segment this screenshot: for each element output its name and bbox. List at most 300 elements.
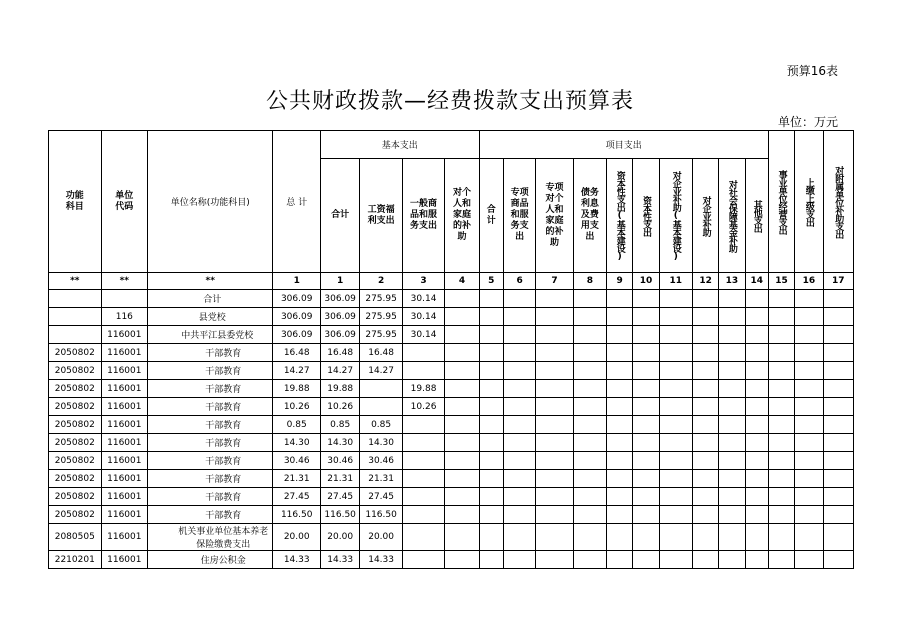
empty-cell [659, 326, 692, 344]
total-cell: 116.50 [273, 506, 321, 524]
header-project-5 [633, 159, 659, 273]
empty-cell [768, 551, 794, 569]
basic-total-cell: 306.09 [320, 290, 359, 308]
empty-cell [768, 434, 794, 452]
empty-cell [692, 344, 718, 362]
empty-cell [445, 506, 479, 524]
empty-cell [692, 308, 718, 326]
empty-cell [607, 362, 633, 380]
empty-cell [633, 398, 659, 416]
basic-total-cell: 19.88 [320, 380, 359, 398]
empty-cell [479, 551, 503, 569]
empty-cell [719, 434, 745, 452]
empty-cell [479, 470, 503, 488]
empty-cell [445, 524, 479, 551]
unit-name-cell: 干部教育 [148, 488, 273, 506]
header-project-9 [745, 159, 768, 273]
empty-cell [745, 524, 768, 551]
empty-cell [659, 506, 692, 524]
empty-cell [719, 362, 745, 380]
total-cell: 27.45 [273, 488, 321, 506]
wage-cell: 275.95 [360, 290, 402, 308]
empty-cell [503, 308, 535, 326]
total-cell: 14.33 [273, 551, 321, 569]
empty-cell [768, 398, 794, 416]
header-project-9-label: 其他支出 [751, 199, 762, 232]
empty-cell [503, 524, 535, 551]
table-row [49, 362, 854, 380]
goods-cell [402, 452, 444, 470]
header-project-2-label: 专项对个人和家庭的补助 [545, 182, 564, 248]
index-cell: 16 [795, 273, 823, 290]
empty-cell [573, 308, 606, 326]
header-tail-1-label: 上缴上级支出 [803, 177, 814, 226]
goods-cell: 30.14 [402, 290, 444, 308]
empty-cell [479, 416, 503, 434]
goods-cell [402, 524, 444, 551]
goods-cell: 19.88 [402, 380, 444, 398]
empty-cell [445, 362, 479, 380]
empty-cell [607, 416, 633, 434]
empty-cell [503, 326, 535, 344]
total-cell: 306.09 [273, 308, 321, 326]
empty-cell [479, 290, 503, 308]
empty-cell [692, 290, 718, 308]
empty-cell [795, 362, 823, 380]
empty-cell [745, 452, 768, 470]
empty-cell [823, 551, 854, 569]
empty-cell [768, 506, 794, 524]
empty-cell [607, 326, 633, 344]
unit-name-cell: 中共平江县委党校 [148, 326, 273, 344]
index-cell: 5 [479, 273, 503, 290]
empty-cell [445, 326, 479, 344]
empty-cell [479, 326, 503, 344]
table-row [49, 416, 854, 434]
table-row [49, 434, 854, 452]
basic-total-cell: 21.31 [320, 470, 359, 488]
empty-cell [719, 470, 745, 488]
basic-total-cell: 10.26 [320, 398, 359, 416]
header-project-7 [692, 159, 718, 273]
unit-name-cell: 合计 [148, 290, 273, 308]
unit-code-cell: 116001 [101, 452, 148, 470]
empty-cell [795, 488, 823, 506]
table-row [49, 488, 854, 506]
empty-cell [823, 488, 854, 506]
empty-cell [745, 290, 768, 308]
empty-cell [536, 326, 573, 344]
empty-cell [445, 308, 479, 326]
header-total: 总 计 [273, 131, 321, 273]
unit-code-cell: 116001 [101, 362, 148, 380]
empty-cell [768, 452, 794, 470]
empty-cell [633, 290, 659, 308]
empty-cell [795, 308, 823, 326]
empty-cell [479, 452, 503, 470]
header-basic: 基本支出 [320, 131, 479, 159]
header-tail-2-label: 对附属单位补助支出 [833, 165, 844, 238]
empty-cell [692, 488, 718, 506]
empty-cell [633, 488, 659, 506]
wage-cell: 275.95 [360, 308, 402, 326]
empty-cell [445, 488, 479, 506]
empty-cell [633, 362, 659, 380]
empty-cell [795, 290, 823, 308]
total-cell: 19.88 [273, 380, 321, 398]
empty-cell [445, 416, 479, 434]
empty-cell [445, 344, 479, 362]
empty-cell [719, 398, 745, 416]
empty-cell [503, 416, 535, 434]
empty-cell [823, 308, 854, 326]
header-project-8-label: 对社会保障基金补助 [726, 179, 737, 252]
goods-cell: 10.26 [402, 398, 444, 416]
unit-code-cell [101, 290, 148, 308]
unit-name-cell: 干部教育 [148, 506, 273, 524]
header-project-1 [503, 159, 535, 273]
header-tail-0-label: 事业单位经营支出 [776, 169, 787, 234]
empty-cell [573, 290, 606, 308]
empty-cell [768, 470, 794, 488]
index-cell: 1 [273, 273, 321, 290]
empty-cell [768, 380, 794, 398]
wage-cell: 14.33 [360, 551, 402, 569]
header-project-0 [479, 159, 503, 273]
empty-cell [823, 290, 854, 308]
header-tail-0 [768, 131, 794, 273]
empty-cell [573, 551, 606, 569]
empty-cell [719, 416, 745, 434]
empty-cell [536, 452, 573, 470]
func-subject-cell: 2080505 [49, 524, 102, 551]
basic-total-cell: 14.27 [320, 362, 359, 380]
empty-cell [573, 326, 606, 344]
basic-total-cell: 306.09 [320, 326, 359, 344]
empty-cell [573, 344, 606, 362]
index-cell: 14 [745, 273, 768, 290]
empty-cell [607, 452, 633, 470]
empty-cell [745, 362, 768, 380]
unit-name-cell: 干部教育 [148, 434, 273, 452]
unit-code-cell: 116001 [101, 398, 148, 416]
empty-cell [633, 506, 659, 524]
goods-cell [402, 506, 444, 524]
header-project-2 [536, 159, 573, 273]
empty-cell [573, 506, 606, 524]
basic-total-cell: 14.30 [320, 434, 359, 452]
wage-cell: 275.95 [360, 326, 402, 344]
total-cell: 20.00 [273, 524, 321, 551]
total-cell: 306.09 [273, 326, 321, 344]
empty-cell [573, 524, 606, 551]
empty-cell [607, 470, 633, 488]
empty-cell [795, 551, 823, 569]
empty-cell [503, 452, 535, 470]
goods-cell [402, 344, 444, 362]
index-cell: 17 [823, 273, 854, 290]
header-unit-code [101, 131, 148, 273]
empty-cell [607, 551, 633, 569]
index-cell: 6 [503, 273, 535, 290]
index-cell: 11 [659, 273, 692, 290]
empty-cell [659, 416, 692, 434]
table-row [49, 326, 854, 344]
func-subject-cell: 2050802 [49, 488, 102, 506]
unit-code-cell: 116001 [101, 380, 148, 398]
index-cell: 3 [402, 273, 444, 290]
empty-cell [692, 326, 718, 344]
empty-cell [795, 434, 823, 452]
header-project-4 [607, 159, 633, 273]
index-cell: 12 [692, 273, 718, 290]
wage-cell: 14.27 [360, 362, 402, 380]
empty-cell [633, 416, 659, 434]
index-cell: 7 [536, 273, 573, 290]
empty-cell [823, 416, 854, 434]
empty-cell [503, 362, 535, 380]
empty-cell [503, 380, 535, 398]
func-subject-cell [49, 290, 102, 308]
unit-code-cell: 116 [101, 308, 148, 326]
empty-cell [573, 398, 606, 416]
empty-cell [536, 290, 573, 308]
empty-cell [659, 434, 692, 452]
empty-cell [536, 344, 573, 362]
func-subject-cell: 2050802 [49, 344, 102, 362]
header-project-6 [659, 159, 692, 273]
empty-cell [795, 416, 823, 434]
empty-cell [607, 506, 633, 524]
unit-code-cell: 116001 [101, 488, 148, 506]
empty-cell [573, 380, 606, 398]
wage-cell: 0.85 [360, 416, 402, 434]
empty-cell [659, 380, 692, 398]
unit-name-cell: 干部教育 [148, 452, 273, 470]
empty-cell [823, 380, 854, 398]
empty-cell [503, 434, 535, 452]
empty-cell [573, 416, 606, 434]
form-number: 预算16表 [786, 64, 838, 78]
unit-code-cell: 116001 [101, 434, 148, 452]
empty-cell [479, 308, 503, 326]
empty-cell [479, 362, 503, 380]
empty-cell [445, 452, 479, 470]
empty-cell [768, 416, 794, 434]
wage-cell: 116.50 [360, 506, 402, 524]
empty-cell [479, 380, 503, 398]
empty-cell [719, 344, 745, 362]
empty-cell [692, 380, 718, 398]
empty-cell [745, 506, 768, 524]
goods-cell: 30.14 [402, 308, 444, 326]
index-cell: 2 [360, 273, 402, 290]
basic-total-cell: 306.09 [320, 308, 359, 326]
empty-cell [719, 308, 745, 326]
empty-cell [607, 380, 633, 398]
empty-cell [659, 290, 692, 308]
index-cell: 13 [719, 273, 745, 290]
total-cell: 10.26 [273, 398, 321, 416]
total-cell: 21.31 [273, 470, 321, 488]
empty-cell [659, 551, 692, 569]
empty-cell [536, 398, 573, 416]
empty-cell [633, 470, 659, 488]
empty-cell [692, 434, 718, 452]
header-project-1-label: 专项商品和服务支出 [510, 188, 529, 242]
unit-name-cell: 住房公积金 [148, 551, 273, 569]
empty-cell [659, 524, 692, 551]
empty-cell [745, 398, 768, 416]
empty-cell [719, 326, 745, 344]
empty-cell [479, 524, 503, 551]
empty-cell [795, 506, 823, 524]
unit-name-cell: 干部教育 [148, 416, 273, 434]
table-row [49, 344, 854, 362]
empty-cell [503, 488, 535, 506]
wage-cell [360, 380, 402, 398]
table-row [49, 470, 854, 488]
func-subject-cell: 2210201 [49, 551, 102, 569]
empty-cell [607, 290, 633, 308]
header-basic-1 [360, 159, 402, 273]
empty-cell [719, 452, 745, 470]
empty-cell [445, 290, 479, 308]
empty-cell [823, 506, 854, 524]
empty-cell [573, 452, 606, 470]
empty-cell [823, 344, 854, 362]
wage-cell: 30.46 [360, 452, 402, 470]
basic-total-cell: 14.33 [320, 551, 359, 569]
empty-cell [768, 290, 794, 308]
index-cell: 9 [607, 273, 633, 290]
index-cell: 4 [445, 273, 479, 290]
header-tail-2 [823, 131, 854, 273]
basic-total-cell: 20.00 [320, 524, 359, 551]
header-basic-0-label: 合计 [331, 210, 350, 220]
empty-cell [445, 551, 479, 569]
unit-name-cell: 县党校 [148, 308, 273, 326]
header-project-8 [719, 159, 745, 273]
empty-cell [823, 452, 854, 470]
unit-code-cell: 116001 [101, 551, 148, 569]
empty-cell [768, 362, 794, 380]
empty-cell [659, 470, 692, 488]
table-body [49, 273, 854, 569]
goods-cell [402, 416, 444, 434]
empty-cell [503, 290, 535, 308]
empty-cell [795, 524, 823, 551]
empty-cell [607, 524, 633, 551]
basic-total-cell: 30.46 [320, 452, 359, 470]
header-tail-1 [795, 131, 823, 273]
goods-cell [402, 488, 444, 506]
index-cell: 10 [633, 273, 659, 290]
empty-cell [503, 506, 535, 524]
unit-code-cell: 116001 [101, 470, 148, 488]
budget-table [48, 130, 854, 569]
table-row [49, 380, 854, 398]
header-project-7-label: 对企业补助 [700, 195, 711, 236]
header-func-subject [49, 131, 102, 273]
empty-cell [536, 416, 573, 434]
empty-cell [745, 551, 768, 569]
wage-cell: 16.48 [360, 344, 402, 362]
func-subject-cell: 2050802 [49, 434, 102, 452]
empty-cell [795, 398, 823, 416]
empty-cell [659, 308, 692, 326]
table-row [49, 524, 854, 551]
empty-cell [503, 344, 535, 362]
empty-cell [607, 434, 633, 452]
empty-cell [745, 488, 768, 506]
empty-cell [719, 488, 745, 506]
empty-cell [503, 470, 535, 488]
index-cell: 1 [320, 273, 359, 290]
header-func-subject-label: 功能科目 [65, 190, 84, 212]
empty-cell [692, 452, 718, 470]
empty-cell [479, 506, 503, 524]
empty-cell [633, 434, 659, 452]
wage-cell [360, 398, 402, 416]
func-subject-cell: 2050802 [49, 470, 102, 488]
goods-cell [402, 551, 444, 569]
empty-cell [692, 416, 718, 434]
empty-cell [479, 398, 503, 416]
empty-cell [607, 488, 633, 506]
table-row [49, 551, 854, 569]
total-cell: 306.09 [273, 290, 321, 308]
unit-name-cell: 干部教育 [148, 362, 273, 380]
empty-cell [573, 362, 606, 380]
header-basic-3-label: 对个人和家庭的补助 [452, 188, 471, 242]
header-project-0-label: 合计 [486, 204, 496, 226]
empty-cell [823, 398, 854, 416]
empty-cell [536, 362, 573, 380]
basic-total-cell: 116.50 [320, 506, 359, 524]
func-subject-cell: 2050802 [49, 362, 102, 380]
empty-cell [795, 326, 823, 344]
goods-cell: 30.14 [402, 326, 444, 344]
empty-cell [719, 290, 745, 308]
empty-cell [607, 344, 633, 362]
empty-cell [479, 434, 503, 452]
index-row [49, 273, 854, 290]
empty-cell [536, 551, 573, 569]
func-subject-cell: 2050802 [49, 398, 102, 416]
empty-cell [659, 344, 692, 362]
unit-name-cell: 干部教育 [148, 380, 273, 398]
empty-cell [692, 506, 718, 524]
basic-total-cell: 0.85 [320, 416, 359, 434]
func-subject-cell [49, 308, 102, 326]
empty-cell [692, 551, 718, 569]
unit-label: 单位：万元 [777, 115, 838, 129]
empty-cell [768, 326, 794, 344]
basic-total-cell: 27.45 [320, 488, 359, 506]
empty-cell [536, 380, 573, 398]
header-basic-2 [402, 159, 444, 273]
empty-cell [633, 452, 659, 470]
func-subject-cell: 2050802 [49, 416, 102, 434]
empty-cell [692, 470, 718, 488]
empty-cell [536, 470, 573, 488]
empty-cell [745, 434, 768, 452]
empty-cell [768, 524, 794, 551]
wage-cell: 27.45 [360, 488, 402, 506]
empty-cell [503, 398, 535, 416]
goods-cell [402, 434, 444, 452]
